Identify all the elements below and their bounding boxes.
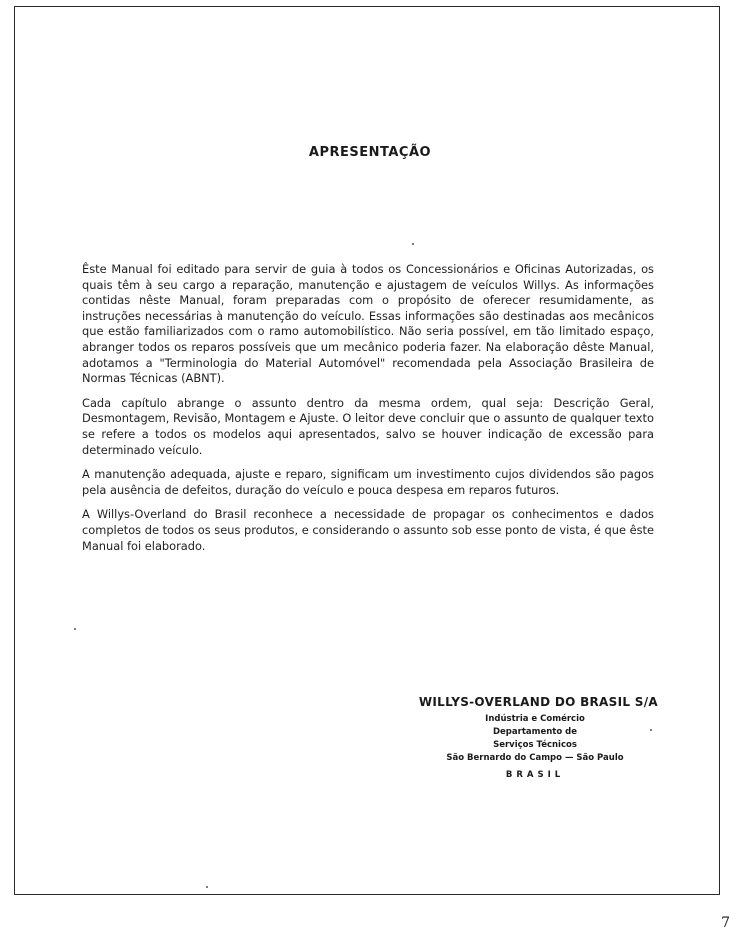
signature-line-department: Departamento de <box>492 727 578 737</box>
paragraph-1: Êste Manual foi editado para servir de guia à todos os Concessionários e Oficinas Autorizadas, os quais têm à seu cargo a reparação, manutenção e ajustagem de veículos Willys. As informações contidas nêste Manual, foram preparadas com o propósito de oferecer resumidamente, as instruções necessárias à manutenção do veículo. Essas informações são destinadas aos mecânicos que estão familiarizados com o ramo automobilístico. Não seria possível, em tão limitado espaço, abranger todos os reparos possíveis que um mecânico poderia fazer. Na elaboração dêste Manual, adotamos a "Terminologia do Material Automóvel" recomendada pela Associação Brasileira de Normas Técnicas (ABNT). <box>82 262 654 386</box>
page-number: 7 <box>721 915 730 931</box>
scan-speck <box>206 886 208 888</box>
body-text <box>82 262 654 563</box>
signature-block <box>380 695 680 785</box>
signature-line-industry: Indústria e Comércio <box>485 714 585 724</box>
scan-speck <box>74 628 76 630</box>
page-title: APRESENTAÇÃO <box>308 145 432 160</box>
paragraph-3: A manutenção adequada, ajuste e reparo, significam um investimento cujos dividendos são pagos pela ausência de defeitos, duração do veículo e pouca despesa em reparos futuros. <box>82 467 654 497</box>
scan-speck <box>412 243 414 245</box>
signature-line-location: São Bernardo do Campo — São Paulo <box>446 753 624 763</box>
signature-line-services: Serviços Técnicos <box>493 740 577 750</box>
paragraph-4: A Willys-Overland do Brasil reconhece a necessidade de propagar os conhecimentos e dados completos de todos os seus produtos, e considerando o assunto sob esse ponto de vista, é que êste Manual foi elaborado. <box>82 507 655 553</box>
signature-company: WILLYS-OVERLAND DO BRASIL S/A <box>418 695 658 709</box>
paragraph-2: Cada capítulo abrange o assunto dentro da mesma ordem, qual seja: Descrição Geral, Desmontagem, Revisão, Montagem e Ajuste. O leitor deve concluir que o assunto de qualquer texto se refere a todos os modelos aqui apresentados, salvo se houver indicação de excessão para determinado veículo. <box>82 395 654 457</box>
scan-speck <box>650 729 652 731</box>
signature-country: BRASIL <box>505 770 565 780</box>
